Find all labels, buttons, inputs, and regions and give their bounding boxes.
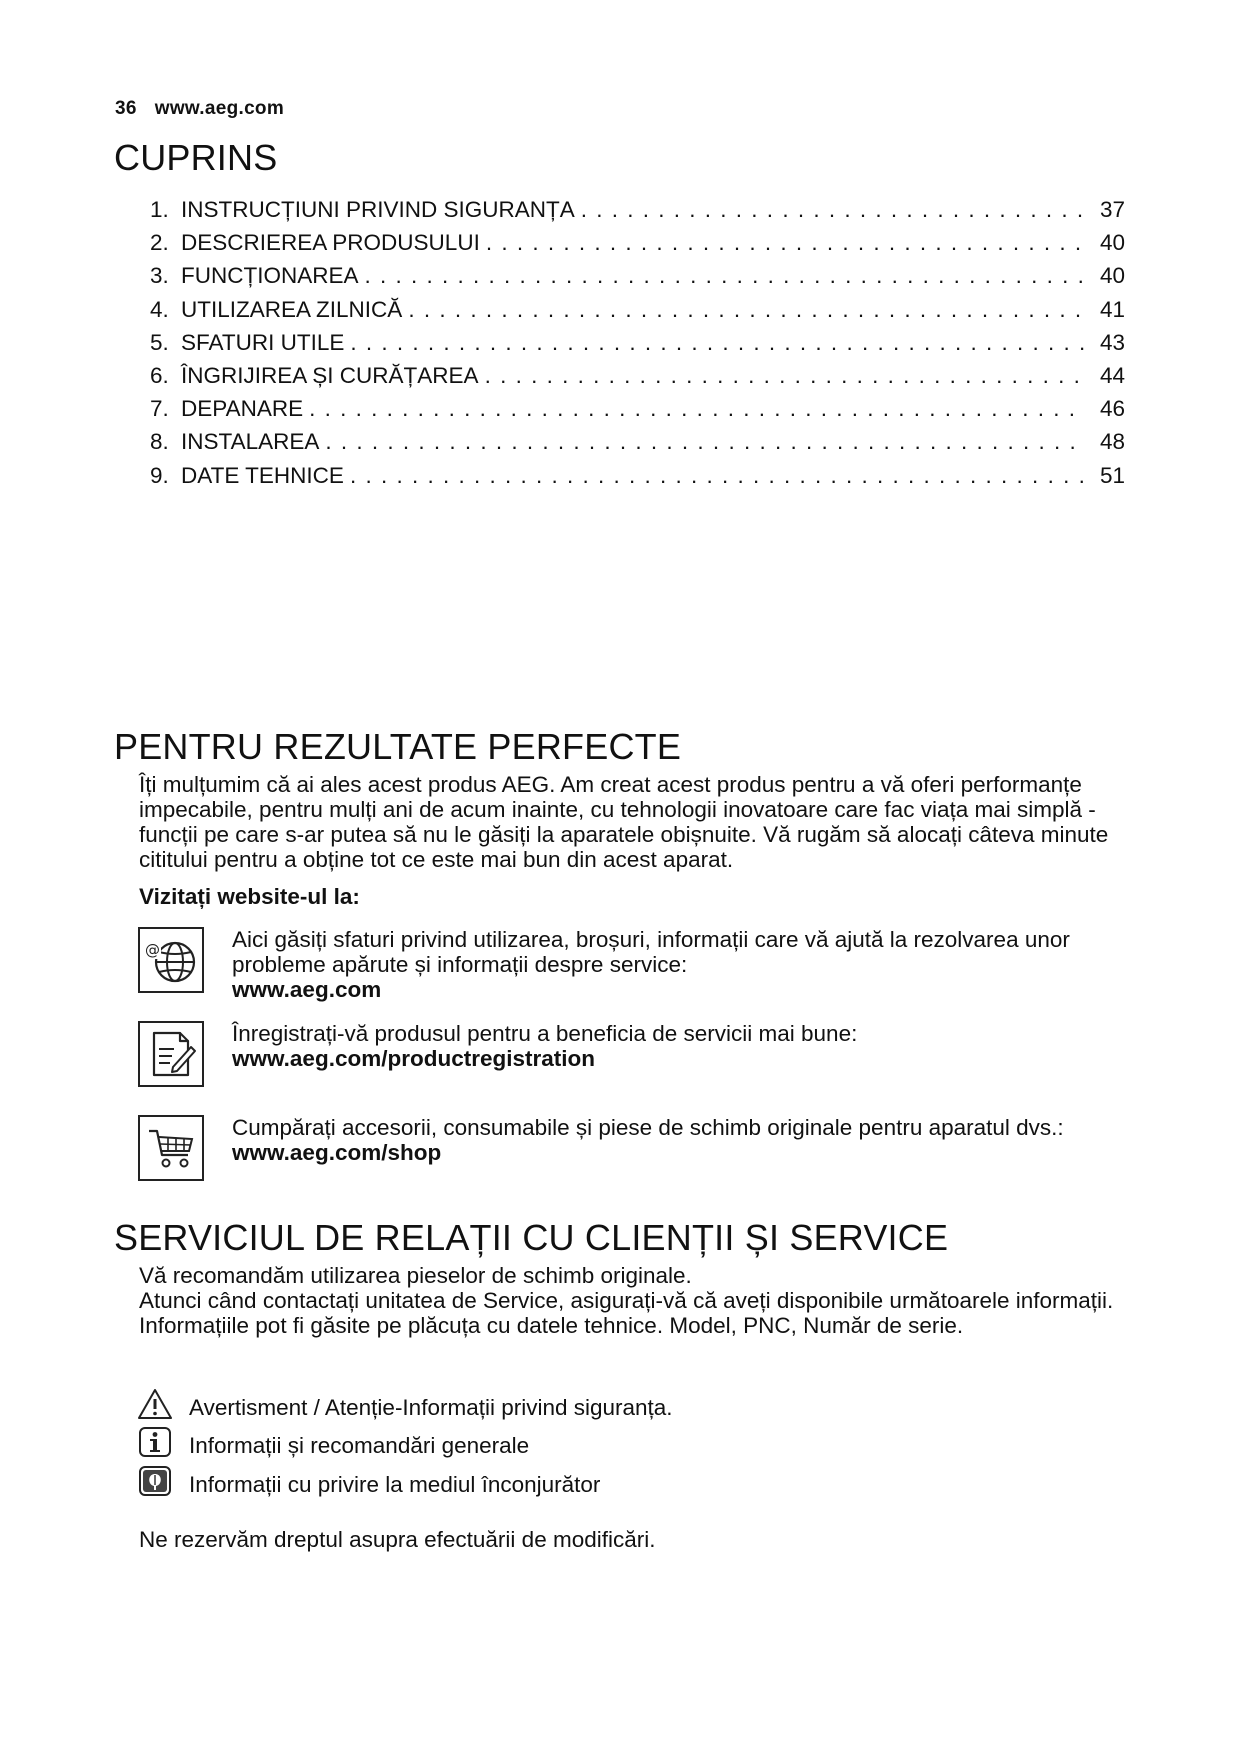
product-registration-link[interactable]: www.aeg.com/productregistration [232, 1046, 595, 1071]
toc-item-page: 46 [1099, 396, 1125, 422]
toc-item-title: INSTALAREA [181, 429, 320, 455]
service-line: Atunci când contactați unitatea de Service, asigurați-vă că aveți disponibile următoarele informații. [139, 1288, 1114, 1313]
link-description [232, 1021, 1152, 1071]
warning-icon [137, 1387, 173, 1421]
toc-item[interactable] [150, 330, 1125, 363]
toc-item-title: DEPANARE [181, 396, 304, 422]
toc-item-page: 48 [1099, 429, 1125, 455]
toc-item-page: 44 [1099, 362, 1125, 388]
perfect-results-intro: Îți mulțumim că ai ales acest produs AEG. Am creat acest produs pentru a vă oferi performanțe impecabile, pentru mulți ani de acum inainte, cu tehnologii inovatoare care fac viața mai simplă - funcții pe care s-ar putea să nu le găsiți la aparatele obișnuite. Vă rugăm să alocați câteva minute cititului pentru a obține tot ce este mai bun din acest aparat. [139, 772, 1109, 872]
toc-leader-dots [303, 396, 1085, 422]
toc-item[interactable] [150, 197, 1125, 230]
legend-item [137, 1464, 1037, 1498]
toc-item-page: 37 [1099, 197, 1125, 222]
disclaimer: Ne rezervăm dreptul asupra efectuării de modificări. [139, 1527, 656, 1552]
toc-leader-dots [344, 463, 1085, 489]
toc-item-title: DATE TEHNICE [181, 462, 344, 488]
toc-item-number: 2. [150, 230, 169, 256]
website-link[interactable]: www.aeg.com [232, 977, 382, 1002]
link-description [232, 927, 1152, 1002]
toc-leader-dots [319, 429, 1085, 455]
environment-icon [137, 1464, 173, 1498]
toc-item-number: 5. [150, 329, 169, 355]
toc-item-number: 1. [150, 197, 169, 222]
toc-item-title: DESCRIEREA PRODUSULUI [181, 230, 480, 256]
page-number: 36 [115, 98, 137, 119]
page-header [115, 98, 284, 120]
toc-item[interactable] [150, 463, 1125, 496]
link-text: Înregistrați-vă produsul pentru a beneficia de servicii mai bune: [232, 1021, 858, 1046]
toc-item[interactable] [150, 363, 1125, 396]
svg-text:@: @ [145, 941, 160, 959]
toc-leader-dots [344, 330, 1085, 356]
toc-leader-dots [359, 263, 1085, 289]
toc-item-number: 3. [150, 263, 169, 289]
link-text: Aici găsiți sfaturi privind utilizarea, broșuri, informații care vă ajută la rezolvarea unor probleme apărute și informații despre service: [232, 927, 1070, 977]
service-text [139, 1263, 1139, 1338]
shopping-cart-icon [138, 1115, 204, 1181]
service-line: Informațiile pot fi găsite pe plăcuța cu datele tehnice. Model, PNC, Număr de serie. [139, 1313, 964, 1338]
legend-item [137, 1387, 1037, 1421]
toc-item-title: FUNCȚIONAREA [181, 263, 359, 289]
toc-item-number: 7. [150, 396, 169, 422]
toc-item[interactable] [150, 297, 1125, 330]
perfect-results-title: PENTRU REZULTATE PERFECTE [114, 726, 682, 767]
toc-item[interactable] [150, 396, 1125, 429]
toc-item[interactable] [150, 263, 1125, 296]
toc-leader-dots [575, 197, 1085, 223]
toc-item-title: UTILIZAREA ZILNICĂ [181, 296, 403, 322]
header-site-link[interactable]: www.aeg.com [154, 98, 285, 119]
toc-item-title: ÎNGRIJIREA ȘI CURĂȚAREA [181, 362, 479, 388]
shop-link[interactable]: www.aeg.com/shop [232, 1140, 442, 1165]
service-line: Vă recomandăm utilizarea pieselor de schimb originale. [139, 1263, 692, 1288]
toc-item-page: 43 [1099, 329, 1125, 355]
toc-item[interactable] [150, 230, 1125, 263]
legend-item [137, 1425, 1037, 1459]
legend-label: Informații cu privire la mediul înconjurător [189, 1472, 601, 1497]
globe-icon [138, 927, 204, 993]
toc-item-page: 51 [1099, 462, 1125, 488]
link-description [232, 1115, 1152, 1165]
service-title: SERVICIUL DE RELAȚII CU CLIENȚII ȘI SERVICE [114, 1217, 949, 1258]
toc-item-title: SFATURI UTILE [181, 329, 345, 355]
toc-item-page: 41 [1099, 296, 1125, 322]
toc-item-title: INSTRUCȚIUNI PRIVIND SIGURANȚA [181, 197, 575, 222]
toc-item-number: 8. [150, 429, 169, 455]
legend-label: Informații și recomandări generale [189, 1433, 530, 1458]
toc-item[interactable] [150, 429, 1125, 462]
toc-title: CUPRINS [114, 137, 278, 178]
toc-item-page: 40 [1099, 230, 1125, 256]
toc-item-number: 4. [150, 296, 169, 322]
visit-website-label: Vizitați website-ul la: [139, 884, 360, 909]
toc-item-number: 9. [150, 462, 169, 488]
toc-leader-dots [479, 363, 1085, 389]
registration-icon [138, 1021, 204, 1087]
toc-item-page: 40 [1099, 263, 1125, 289]
table-of-contents [150, 197, 1125, 496]
legend-label: Avertisment / Atenție-Informații privind siguranța. [189, 1395, 673, 1420]
link-text: Cumpărați accesorii, consumabile și piese de schimb originale pentru aparatul dvs.: [232, 1115, 1064, 1140]
info-icon [137, 1425, 173, 1459]
toc-leader-dots [480, 230, 1085, 256]
toc-item-number: 6. [150, 362, 169, 388]
toc-leader-dots [402, 297, 1085, 323]
